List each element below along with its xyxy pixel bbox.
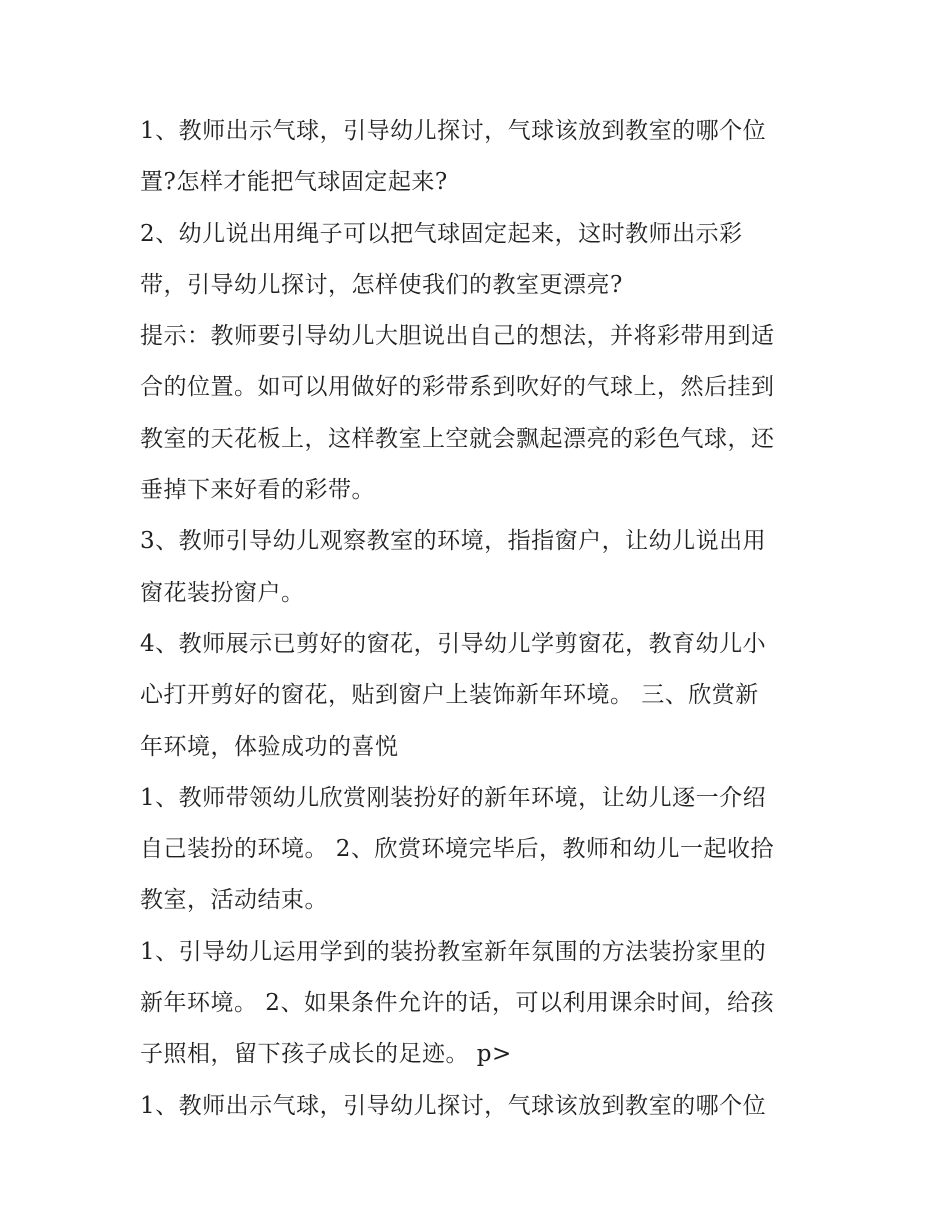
text-line: 新年环境。 2、如果条件允许的话，可以利用课余时间，给孩 bbox=[140, 990, 774, 1017]
text-line: 3、教师引导幼儿观察教室的环境，指指窗户，让幼儿说出用 bbox=[140, 528, 767, 555]
text-line: 1、教师带领幼儿欣赏刚装扮好的新年环境，让幼儿逐一介绍 bbox=[140, 784, 767, 811]
text-line: 带，引导幼儿探讨，怎样使我们的教室更漂亮? bbox=[140, 271, 623, 298]
text-line: 1、引导幼儿运用学到的装扮教室新年氛围的方法装扮家里的 bbox=[140, 938, 767, 965]
text-line: 子照相，留下孩子成长的足迹。 p> bbox=[140, 1041, 512, 1068]
text-line: 合的位置。如可以用做好的彩带系到吹好的气球上，然后挂到 bbox=[140, 374, 775, 401]
text-line: 1、教师出示气球，引导幼儿探讨，气球该放到教室的哪个位 bbox=[140, 118, 767, 144]
document-body bbox=[140, 106, 820, 1132]
text-line: 垂掉下来好看的彩带。 bbox=[140, 477, 375, 504]
text-line: 年环境，体验成功的喜悦 bbox=[140, 733, 399, 760]
text-line: 自己装扮的环境。 2、欣赏环境完毕后，教师和幼儿一起收拾 bbox=[140, 836, 774, 863]
text-line: 置?怎样才能把气球固定起来? bbox=[140, 169, 448, 196]
text-line: 2、幼儿说出用绳子可以把气球固定起来，这时教师出示彩 bbox=[140, 220, 743, 247]
text-line: 心打开剪好的窗花，贴到窗户上装饰新年环境。 三、欣赏新 bbox=[140, 682, 759, 709]
text-line: 4、教师展示已剪好的窗花，引导幼儿学剪窗花，教育幼儿小 bbox=[140, 630, 767, 657]
text-line: 教室，活动结束。 bbox=[140, 887, 328, 914]
text-line: 提示：教师要引导幼儿大胆说出自己的想法，并将彩带用到适 bbox=[140, 323, 775, 350]
text-line: 1、教师出示气球，引导幼儿探讨，气球该放到教室的哪个位 bbox=[140, 1092, 767, 1119]
text-line: 教室的天花板上，这样教室上空就会飘起漂亮的彩色气球，还 bbox=[140, 425, 775, 452]
text-line: 窗花装扮窗户。 bbox=[140, 579, 305, 606]
